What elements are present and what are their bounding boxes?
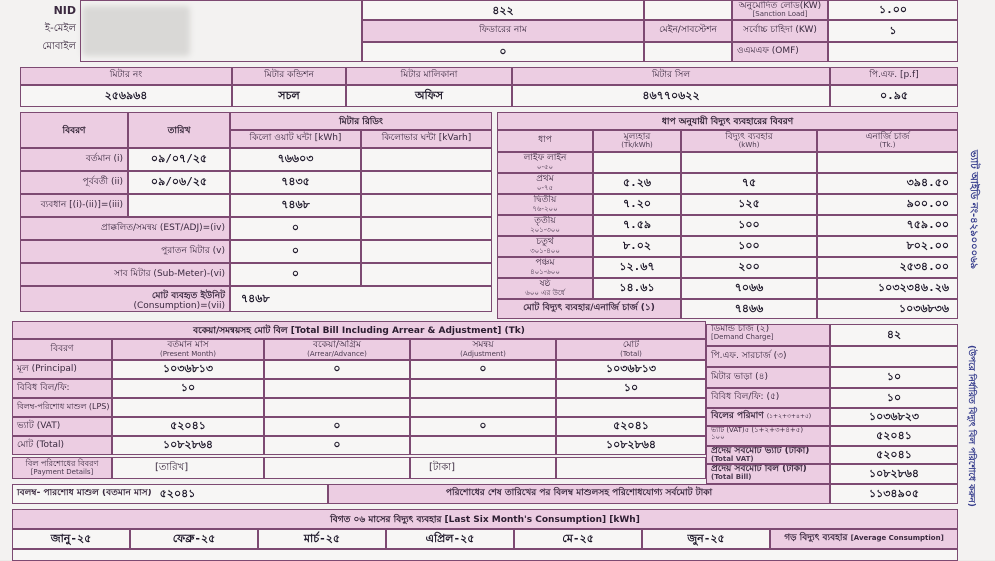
slab-header-use: [681, 130, 817, 152]
charge-value: ৫২০৪১: [830, 426, 958, 446]
sanction-load-en: [Sanction Load]: [752, 10, 808, 19]
sanction-load-label: [732, 0, 828, 20]
reading-total-en: (Consumption)=(vii): [133, 300, 225, 311]
side-note-text: (উপরে নির্ধারিত বিদ্যুৎ বিল পরিশোধে করুন): [966, 345, 976, 507]
reading-row-label: সাব মিটার (Sub-Meter)-(vi): [20, 263, 230, 286]
contact-box: [80, 0, 362, 62]
reading-row-date: ০৯/০৬/২৫: [128, 171, 230, 194]
slab-row-use: ১০০: [681, 236, 817, 257]
bill-header-en: (Adjustment): [460, 349, 506, 358]
main-sanction-label: মেইন/সাবস্টেশন: [644, 20, 732, 42]
charge-label-en: (১+২+৩+৪+৫): [766, 412, 812, 420]
late-fee-value: ৫২০৪১: [159, 486, 196, 500]
charge-label: [706, 464, 830, 484]
avg-label-bn: গড় বিদ্যুৎ ব্যবহার: [784, 533, 848, 544]
meter-reading-title: মিটার রিডিং: [230, 112, 492, 130]
charge-label: [706, 408, 830, 426]
bill-row-adj: ০: [410, 360, 556, 379]
reading-row-kwh: ০: [230, 263, 361, 286]
slab-step-range: ৬০০ এর উর্ধে: [525, 288, 565, 297]
slab-step-name: দ্বিতীয়: [533, 195, 557, 206]
charge-value: ৪২: [830, 324, 958, 346]
charge-value: ১০: [830, 367, 958, 388]
meter-condition-header: মিটার কন্ডিশন: [232, 67, 346, 85]
reading-row-label: ব্যবধান [(i)-(ii)]=(iii): [20, 194, 128, 217]
charge-value: ১০: [830, 388, 958, 408]
charge-label-bn: প্রদেয় সর্বমোট ভ্যাট (টাকা): [711, 446, 810, 456]
slab-row-rate: ১২.৬৭: [593, 257, 681, 278]
bill-header-bn: সমন্বয়: [472, 340, 494, 351]
pf-header: পি.এফ. [p.f]: [830, 67, 958, 85]
slab-header-charge: [817, 130, 958, 152]
top-value: ৪২২: [492, 3, 514, 17]
blank-cell: [644, 0, 732, 20]
bill-row-total: ১০৮২৮৬৪: [556, 436, 706, 455]
bill-header-bn: বর্তমান মাস: [167, 340, 209, 351]
slab-total-charge: ১০৩৬৮৩৬: [817, 299, 958, 319]
reading-row-kwh: ০: [230, 217, 361, 240]
slab-row-use: ২০০: [681, 257, 817, 278]
reading-row-date: ০৯/০৭/২৫: [128, 148, 230, 171]
slab-row-rate: ৭.২০: [593, 194, 681, 215]
bill-row-adj: [410, 436, 556, 455]
payment-taka-value: [556, 457, 706, 479]
slab-row-rate: ১৪.৬১: [593, 278, 681, 299]
month-label: এপ্রিল-২৫: [386, 529, 514, 549]
max-demand-value: ১: [828, 20, 958, 42]
reading-row-kvarh: [361, 240, 492, 263]
reading-row-kwh: ৭৪৬৮: [230, 194, 361, 217]
month-label: জুন-২৫: [642, 529, 770, 549]
reading-total-bn: মোট ব্যবহৃত ইউনিট: [151, 291, 225, 302]
slab-row-step: [497, 257, 593, 278]
bill-row-label: ভ্যাট (VAT): [12, 417, 112, 436]
reading-row-kwh: ৭৬৬০৩: [230, 148, 361, 171]
feeder-value: ০: [362, 42, 644, 62]
charge-label: বিবিধ বিল/ফি: (৫): [706, 388, 830, 408]
charge-label-bn: ভ্যাট (VAT)৫ (১+২+৩+৪+৫): [711, 426, 804, 434]
slab-step-range: ২০১-৩০০: [530, 225, 560, 234]
vat-id-side-text: ভ্যাট আইডি নং-৪২৯০০০৬৯: [968, 150, 979, 270]
kwh-header: কিলো ওয়াট ঘন্টা [kWh]: [230, 130, 361, 148]
bill-row-arrear: ০: [264, 360, 410, 379]
kvarh-header: কিলোভার ঘন্টা [kVarh]: [361, 130, 492, 148]
charge-label: মিটার ভাড়া (৪): [706, 367, 830, 388]
slab-step-name: প্রথম: [536, 174, 554, 185]
slab-row-charge: ৭৫৯.০০: [817, 215, 958, 236]
bill-row-arrear: ০: [264, 436, 410, 455]
slab-step-range: ০-৫০: [536, 162, 554, 171]
month-label: মার্চ-২৫: [258, 529, 386, 549]
bill-title: বকেয়া/সমন্বয়সহ মোট বিল [Total Bill Including Arrear & Adjustment] (Tk): [12, 321, 706, 339]
charge-label: পি.এফ. সারচার্জ (৩): [706, 346, 830, 367]
reading-row-kwh: ৭৪৩৫: [230, 171, 361, 194]
reading-total-label: [20, 286, 230, 312]
bill-header-en: (Arrear/Advance): [307, 349, 367, 358]
slab-row-step: [497, 236, 593, 257]
meter-owner-header: মিটার মালিকানা: [346, 67, 512, 85]
bill-row-adj: [410, 379, 556, 398]
six-month-values-row: [12, 549, 958, 561]
bill-row-total: ১০৩৬৮১৩: [556, 360, 706, 379]
slab-row-rate: ৭.৫৯: [593, 215, 681, 236]
meter-condition-value: সচল: [232, 85, 346, 107]
reading-row-kvarh: [361, 263, 492, 286]
slab-step-name: চতুর্থ: [536, 237, 554, 248]
charge-label-en: [Demand Charge]: [711, 333, 774, 342]
last-date-total-label: পরিশোধের শেষ তারিখের পর বিলম্ব মাশুলসহ পরিশোধযোগ্য সর্বমোট টাকা: [328, 484, 830, 504]
slab-row-use: ১০০: [681, 215, 817, 236]
slab-step-name: তৃতীয়: [534, 216, 556, 227]
payment-taka: [410, 457, 556, 479]
bill-header-bn: বিবরণ: [50, 343, 74, 354]
last-date-total-value: ১১৩৪৯০৫: [830, 484, 958, 504]
bill-row-adj: [410, 398, 556, 417]
slab-row-step: [497, 194, 593, 215]
bill-row-present: ১০৮২৮৬৪: [112, 436, 264, 455]
meter-no-header: মিটার নং: [20, 67, 232, 85]
sanction-load-bn: অনুমোদিত লোড(KW): [738, 0, 822, 11]
bill-row-present: ৫২০৪১: [112, 417, 264, 436]
reading-desc-header: বিবরণ: [20, 112, 128, 148]
slab-row-rate: [593, 152, 681, 173]
bill-header: [556, 339, 706, 360]
reading-row-label: বর্তমান (i): [20, 148, 128, 171]
reading-row-label: পূর্ববর্তী (ii): [20, 171, 128, 194]
bill-header: [12, 339, 112, 360]
charge-label-en: ১০০: [711, 433, 725, 442]
slab-header-step: ধাপ: [497, 130, 593, 152]
bill-row-label: বিলম্ব-পরিশোধ মাশুল (LPS): [12, 398, 112, 417]
reading-row-kvarh: [361, 217, 492, 240]
avg-label-en: [Average Consumption]: [850, 534, 944, 543]
mobile-label: মোবাইল: [42, 40, 76, 52]
slab-row-charge: ৩৯৪.৫০: [817, 173, 958, 194]
slab-row-use: ৭০৬৬: [681, 278, 817, 299]
pf-value: ০.৯৫: [830, 85, 958, 107]
slab-header-rate-en: (Tk/kWh): [621, 141, 653, 150]
slab-row-charge: ৮০২.০০: [817, 236, 958, 257]
charge-label: [706, 446, 830, 464]
slab-row-step: [497, 215, 593, 236]
meter-seal-header: মিটার সিল: [512, 67, 830, 85]
slab-step-range: ৪০১-৬০০: [530, 267, 560, 276]
slab-header-charge-bn: এনার্জি চার্জ: [865, 131, 910, 142]
slab-step-name: পঞ্চম: [535, 258, 555, 269]
max-demand-label: সর্বোচ্চ চাহিদা (KW): [732, 20, 828, 42]
late-fee-label: বিলম্ব- পরিশোধ মাশুল (বর্তমান মাস): [17, 489, 152, 499]
reading-row-kvarh: [361, 194, 492, 217]
slab-row-charge: ১০৩২৩৪৬.২৬: [817, 278, 958, 299]
charge-value: ৫২০৪১: [830, 446, 958, 464]
email-label: ই-মেইল: [44, 22, 76, 34]
bill-row-adj: ০: [410, 417, 556, 436]
slab-header-use-en: (kWh): [738, 141, 760, 150]
charge-label: [706, 324, 830, 346]
payment-date-value: [264, 457, 410, 479]
payment-date-label: [তারিখ]: [155, 461, 189, 473]
bill-row-total: ১০: [556, 379, 706, 398]
slab-row-step: [497, 152, 593, 173]
slab-step-range: ৩০১-৪০০: [530, 246, 560, 255]
omf-label: ওএমএফ (OMF): [732, 42, 828, 62]
charge-value: ১০৩৬৮২৩: [830, 408, 958, 426]
month-label: জানু-২৫: [12, 529, 130, 549]
charge-label: [706, 426, 830, 446]
omf-value: [828, 42, 958, 62]
slab-header-rate-bn: মূল্যহার: [623, 131, 651, 142]
bill-row-present: ১০: [112, 379, 264, 398]
bill-row-arrear: [264, 398, 410, 417]
bill-row-present: ১০৩৬৮১৩: [112, 360, 264, 379]
month-label: মে-২৫: [514, 529, 642, 549]
slab-row-step: [497, 278, 593, 299]
sanction-load-value: ১.০০: [828, 0, 958, 20]
charge-label-bn: বিলের পরিমাণ: [711, 411, 764, 422]
bill-row-present: [112, 398, 264, 417]
nid-label: NID: [53, 4, 76, 18]
bill-header: [112, 339, 264, 360]
main-sanction-value: [644, 42, 732, 62]
reading-row-label: পুরাতন মিটার (v): [20, 240, 230, 263]
bill-row-total: [556, 398, 706, 417]
bill-header: [264, 339, 410, 360]
slab-total-use: ৭৪৬৬: [681, 299, 817, 319]
meter-seal-value: ৪৬৭৭০৬২২: [512, 85, 830, 107]
slab-title: ধাপ অনুযায়ী বিদ্যুৎ ব্যবহারের বিবরণ: [497, 112, 958, 130]
bill-header: [410, 339, 556, 360]
charge-label-en: (Total VAT): [711, 455, 754, 464]
slab-row-use: ৭৫: [681, 173, 817, 194]
slab-step-range: ৭৬-২০০: [532, 204, 558, 213]
slab-header-use-bn: বিদ্যুৎ ব্যবহার: [725, 131, 773, 142]
bill-row-total: ৫২০৪১: [556, 417, 706, 436]
slab-step-name: লাইফ লাইন: [523, 153, 567, 164]
bill-header-en: (Present Month): [160, 349, 216, 358]
charge-value: [830, 346, 958, 367]
reading-row-date: [128, 194, 230, 217]
feeder-label: ফিডারের নাম: [362, 20, 644, 42]
meter-no-value: ২৫৬৯৬৪: [20, 85, 232, 107]
reading-row-kvarh: [361, 171, 492, 194]
slab-row-step: [497, 173, 593, 194]
bill-row-arrear: [264, 379, 410, 398]
reading-row-kvarh: [361, 148, 492, 171]
average-consumption-label: [770, 529, 958, 549]
payment-label-en: [Payment Details]: [30, 467, 94, 476]
slab-row-charge: [817, 152, 958, 173]
bill-header-en: (Total): [620, 349, 642, 358]
slab-row-rate: ৮.০২: [593, 236, 681, 257]
slab-row-use: [681, 152, 817, 173]
slab-step-range: ০-৭৫: [536, 183, 554, 192]
bill-header-bn: মোট: [622, 340, 640, 351]
reading-row-kwh: ০: [230, 240, 361, 263]
bill-row-label: বিবিধ বিল/ফি:: [12, 379, 112, 398]
bill-header-bn: বকেয়া/অগ্রিম: [313, 340, 361, 351]
slab-row-use: ১২৫: [681, 194, 817, 215]
reading-total-value: ৭৪৬৮: [230, 286, 492, 312]
payment-taka-label: [টাকা]: [429, 461, 456, 473]
slab-step-name: ষষ্ঠ: [539, 279, 551, 290]
slab-header-charge-en: (Tk.): [879, 141, 896, 150]
charge-label-en: (Total Bill): [711, 473, 752, 482]
month-label: ফেব্রু-২৫: [130, 529, 258, 549]
reading-row-label: প্রাক্কলিত/সমন্বয় (EST/ADJ)=(iv): [20, 217, 230, 240]
charge-value: ১০৮২৮৬৪: [830, 464, 958, 484]
slab-row-charge: ৯০০.০০: [817, 194, 958, 215]
payment-date: [112, 457, 264, 479]
six-month-title: বিগত ০৬ মাসের বিদ্যুৎ ব্যবহার [Last Six Month's Consumption] [kWh]: [12, 509, 958, 529]
reading-date-header: তারিখ: [128, 112, 230, 148]
slab-row-charge: ২৫৩৪.০০: [817, 257, 958, 278]
bill-row-arrear: ০: [264, 417, 410, 436]
late-fee-box: [12, 484, 328, 504]
bill-row-label: মোট (Total): [12, 436, 112, 455]
slab-row-rate: ৫.২৬: [593, 173, 681, 194]
payment-details-label: [12, 457, 112, 479]
charge-label-bn: ডিমান্ড চার্জ (২): [711, 324, 770, 334]
charge-label-bn: প্রদেয় সর্বমোট বিল (টাকা): [711, 464, 807, 474]
payment-label-bn: বিল পরিশোধের বিবরণ: [25, 459, 99, 469]
bill-row-label: মূল (Principal): [12, 360, 112, 379]
slab-header-rate: [593, 130, 681, 152]
slab-total-label: মোট বিদ্যুৎ ব্যবহার/এনার্জি চার্জ (১): [497, 299, 681, 319]
meter-owner-value: অফিস: [346, 85, 512, 107]
